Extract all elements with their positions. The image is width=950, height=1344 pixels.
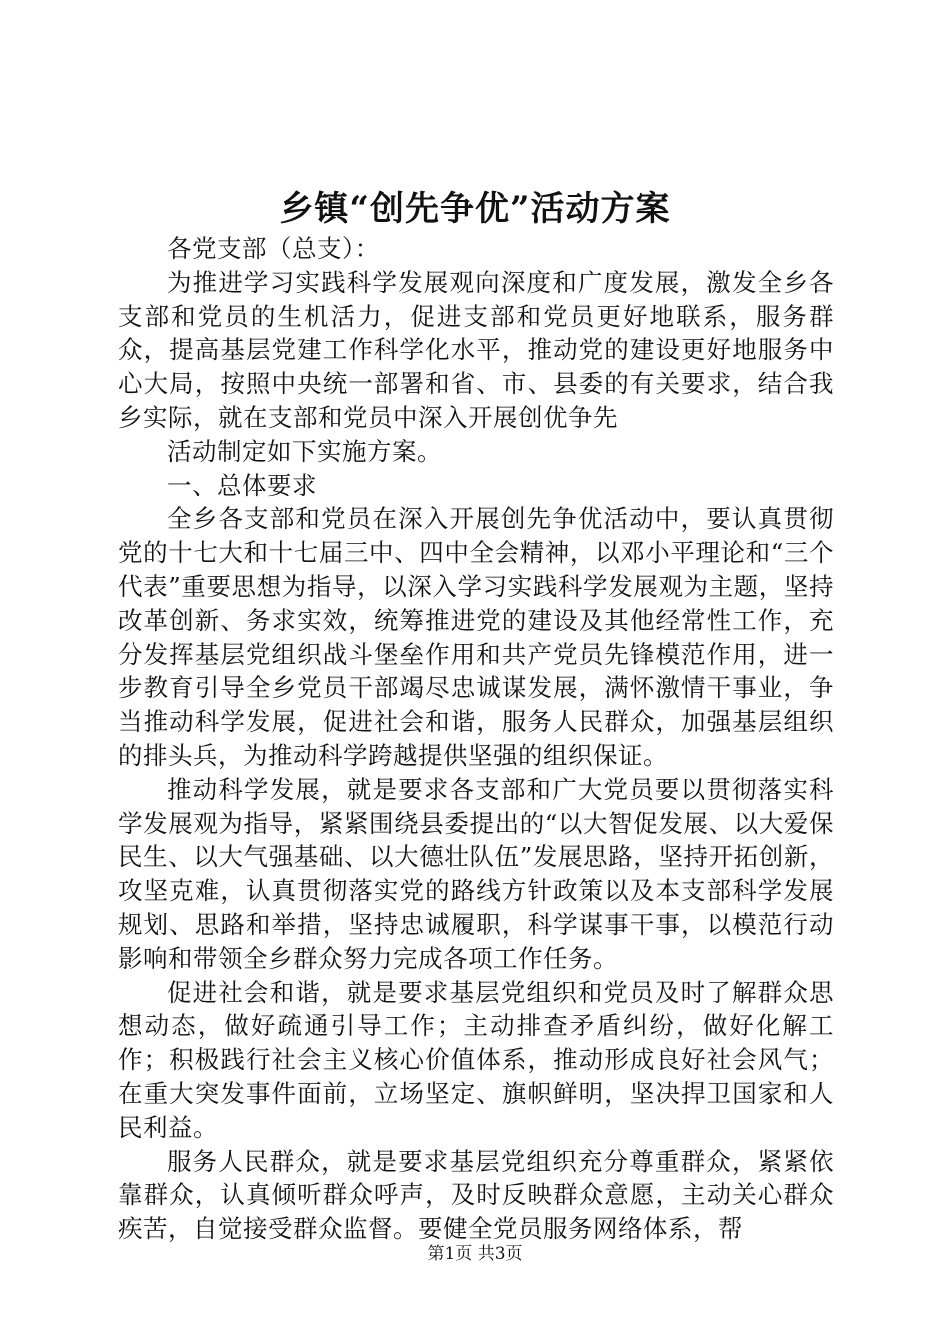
salutation: 各党支部（总支）： (167, 234, 380, 263)
document-body (118, 232, 834, 1246)
paragraph-serve-people: 服务人民群众，就是要求基层党组织充分尊重群众，紧紧依靠群众，认真倾听群众呼声，及时反映群众意愿，主动关心群众疾苦，自觉接受群众监督。要健全党员服务网络体系，帮 (118, 1146, 834, 1244)
paragraph-scientific-development: 推动科学发展，就是要求各支部和广大党员要以贯彻落实科学发展观为指导，紧紧围绕县委提出的“以大智促发展、以大爱保民生、以大气强基础、以大德壮队伍”发展思路，坚持开拓创新，攻坚克难，认真贯彻落实党的路线方针政策以及本支部科学发展规划、思路和举措，坚持忠诚履职，科学谋事干事，以模范行动影响和带领全乡群众努力完成各项工作任务。 (118, 774, 834, 973)
paragraph-social-harmony: 促进社会和谐，就是要求基层党组织和党员及时了解群众思想动态，做好疏通引导工作；主动排查矛盾纠纷，做好化解工作；积极践行社会主义核心价值体系，推动形成良好社会风气；在重大突发事件面前，立场坚定、旗帜鲜明，坚决捍卫国家和人民利益。 (118, 977, 834, 1142)
page-footer: 第1页 共3页 (427, 1244, 523, 1264)
paragraph-general-requirements: 全乡各支部和党员在深入开展创先争优活动中，要认真贯彻党的十七大和十七届三中、四中全会精神，以邓小平理论和“三个代表”重要思想为指导，以深入学习实践科学发展观为主题，坚持改革创新、务求实效，统筹推进党的建设及其他经常性工作，充分发挥基层党组织战斗堡垒作用和共产党员先锋模范作用，进一步教育引导全乡党员干部竭尽忠诚谋发展，满怀激情干事业，争当推动科学发展，促进社会和谐，服务人民群众，加强基层组织的排头兵，为推动科学跨越提供坚强的组织保证。 (118, 504, 834, 770)
paragraph-intro: 为推进学习实践科学发展观向深度和广度发展，激发全乡各支部和党员的生机活力，促进支部和党员更好地联系，服务群众，提高基层党建工作科学化水平，推动党的建设更好地服务中心大局，按照中央统一部署和省、市、县委的有关要求，结合我乡实际，就在支部和党员中深入开展创优争先 (118, 267, 834, 432)
paragraph-intro-continued: 活动制定如下实施方案。 (167, 436, 442, 466)
document-title: 乡镇“创先争优”活动方案 (279, 189, 671, 229)
section-heading-general-requirements: 一、总体要求 (167, 470, 317, 500)
